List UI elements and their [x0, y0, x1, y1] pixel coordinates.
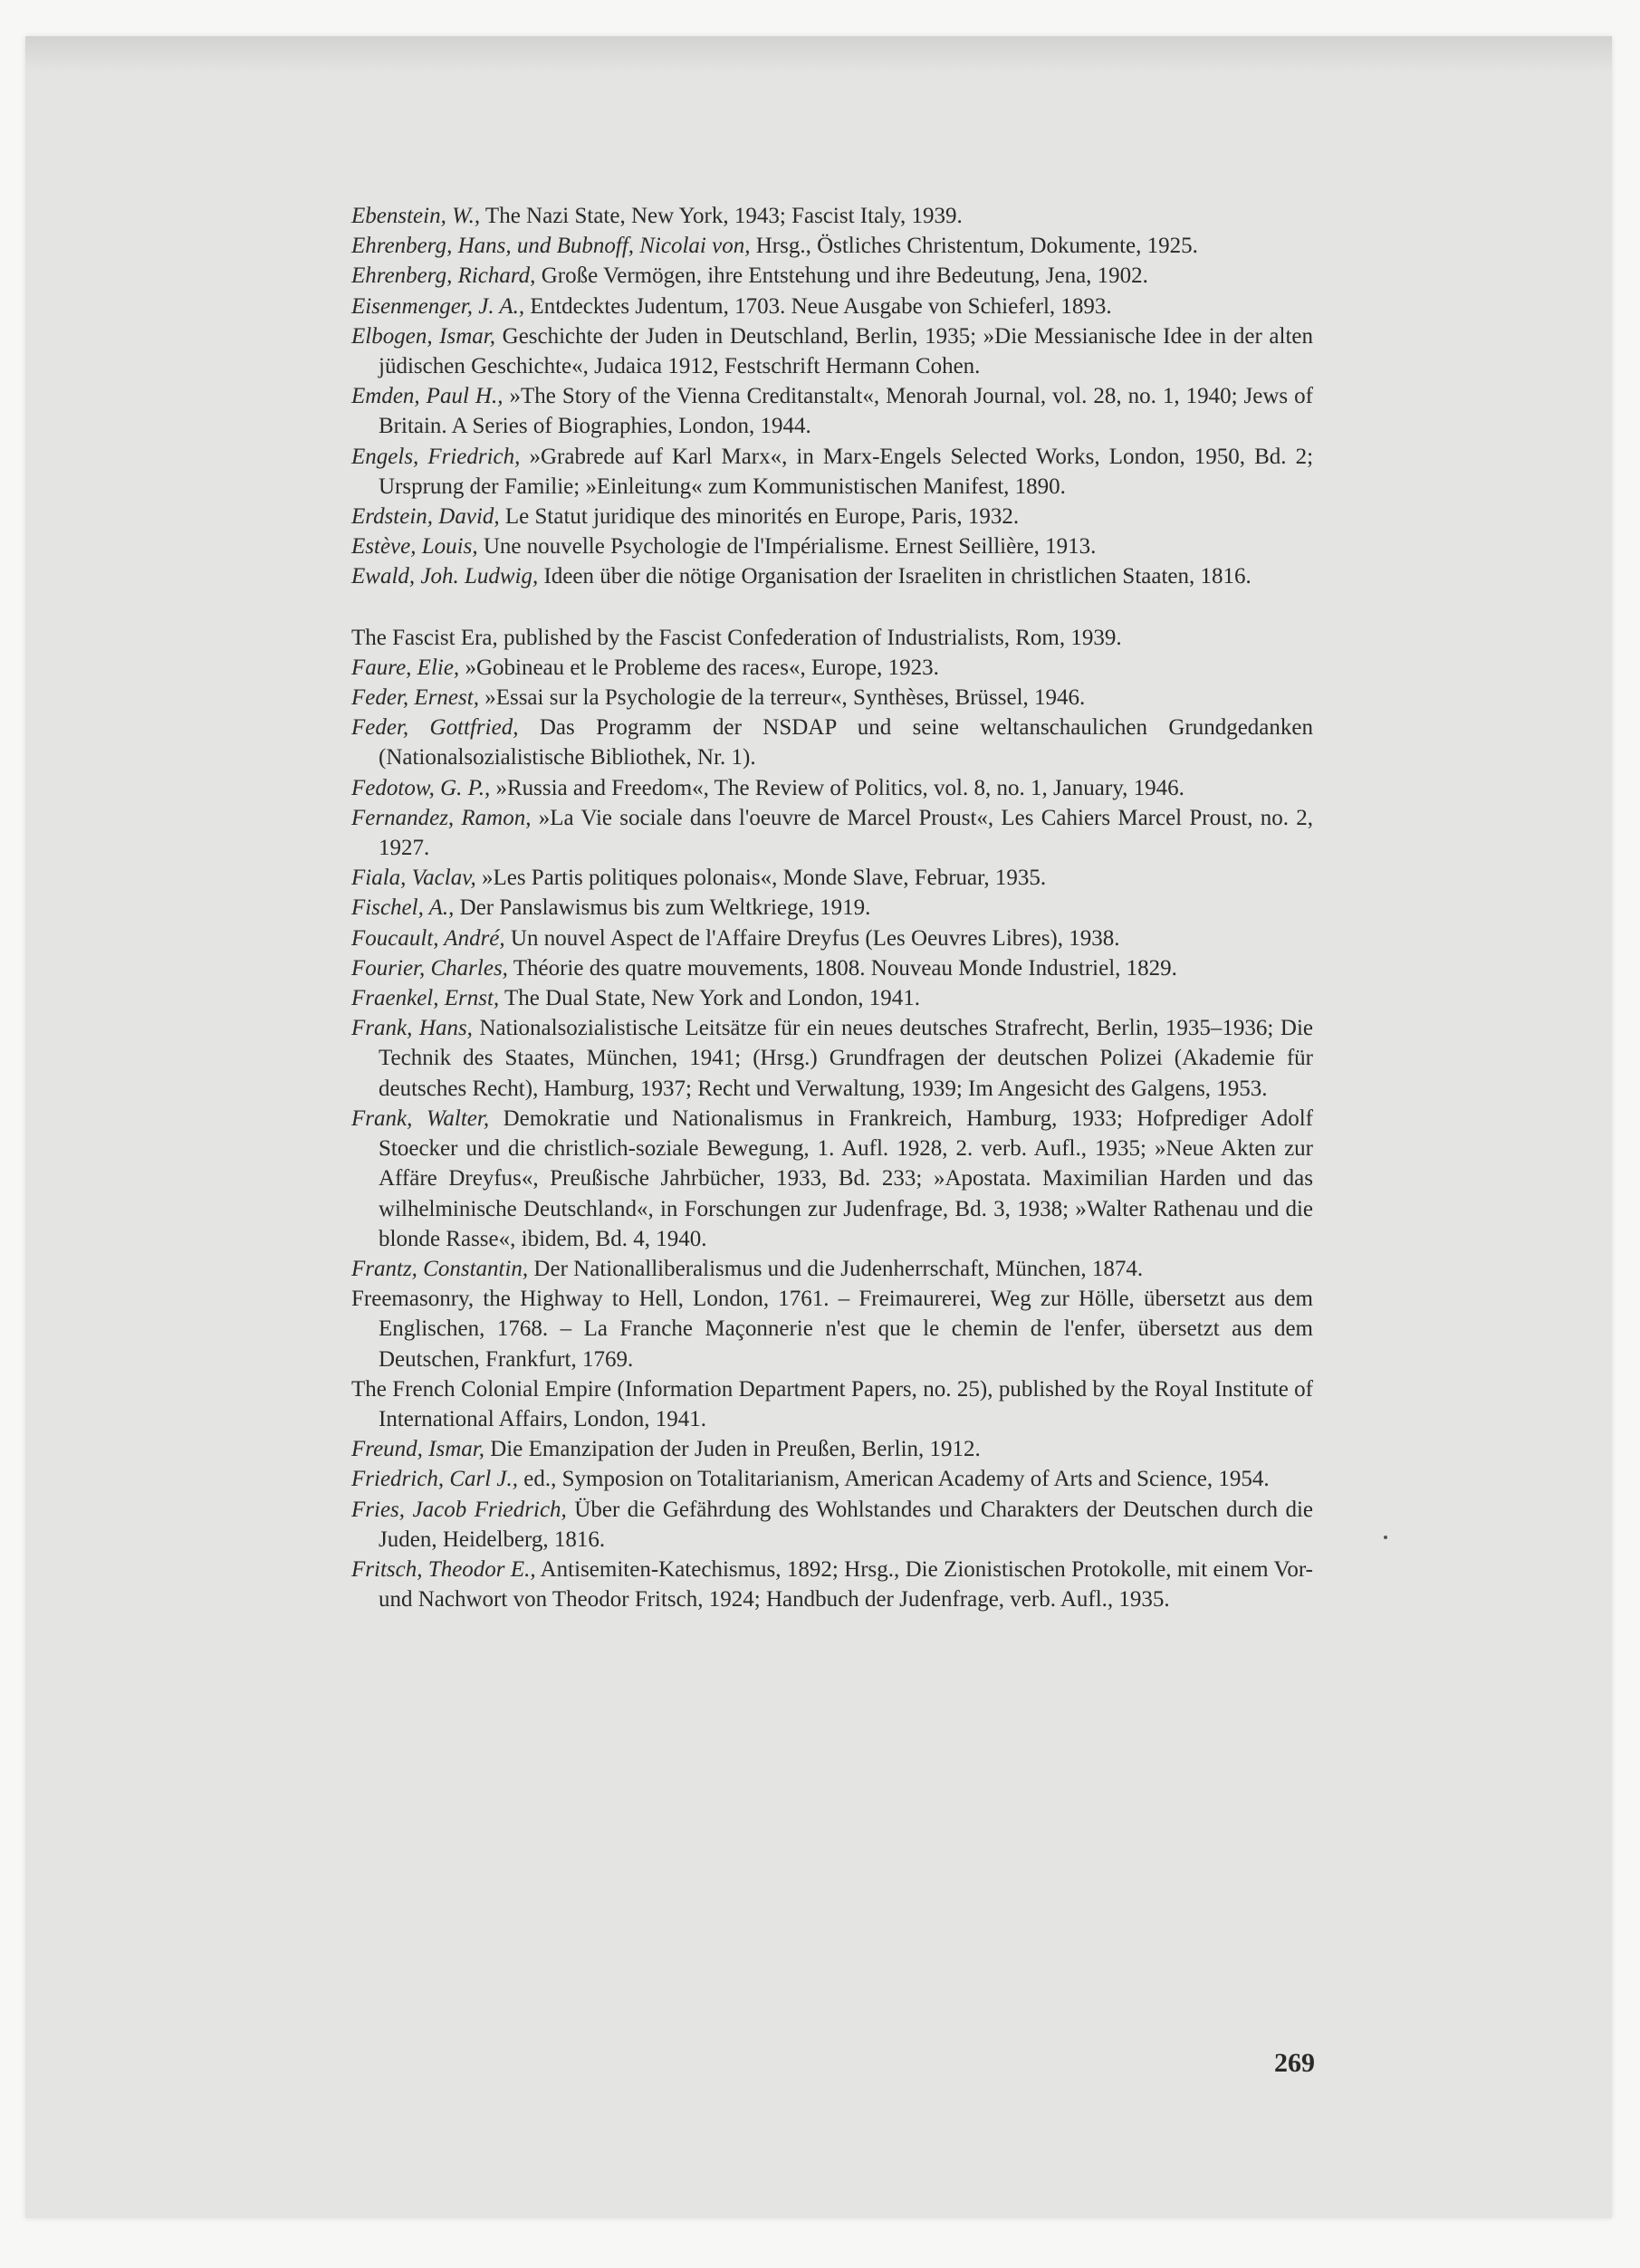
- bibliography-entry: [351, 201, 1313, 231]
- entry-author: Emden, Paul H.,: [351, 384, 504, 409]
- entry-author: Fritsch, Theodor E.,: [351, 1556, 536, 1582]
- entry-text: Ideen über die nötige Organisation der Israeliten in christlichen Staaten, 1816.: [538, 564, 1252, 589]
- entry-author: Frantz, Constantin,: [351, 1256, 529, 1281]
- entry-author: Foucault, André,: [351, 925, 505, 951]
- entry-text: »Essai sur la Psychologie de la terreur«, Synthèses, Brüssel, 1946.: [478, 685, 1086, 711]
- entry-author: Ehrenberg, Hans, und Bubnoff, Nicolai von,: [351, 234, 751, 259]
- entry-author: Fourier, Charles,: [351, 955, 508, 981]
- bibliography-entry: [351, 561, 1313, 591]
- entry-text: The Fascist Era, published by the Fascist Confederation of Industrialists, Rom, 1939.: [351, 625, 1122, 650]
- bibliography-entry: [351, 321, 1313, 381]
- bibliography-entry: [351, 1495, 1313, 1555]
- entry-author: Elbogen, Ismar,: [351, 323, 496, 349]
- bibliography-entry: [351, 381, 1313, 441]
- bibliography-entry: [351, 983, 1313, 1013]
- entry-text: »Grabrede auf Karl Marx«, in Marx-Engels Selected Works, London, 1950, Bd. 2; Ursprung der Familie; »Einleitung« zum Kommunistischen Manifest, 1890.: [379, 444, 1314, 499]
- entry-text: Der Panslawismus bis zum Weltkriege, 1919.: [454, 895, 871, 921]
- entry-text: Die Emanzipation der Juden in Preußen, Berlin, 1912.: [484, 1437, 981, 1462]
- entry-author: Eisenmenger, J. A.,: [351, 293, 525, 319]
- entry-author: Freund, Ismar,: [351, 1437, 484, 1462]
- entry-text: Entdecktes Judentum, 1703. Neue Ausgabe von Schieferl, 1893.: [524, 293, 1112, 319]
- bibliography-entry: [351, 773, 1313, 803]
- entry-text: Demokratie und Nationalismus in Frankreich, Hamburg, 1933; Hofprediger Adolf Stoecker und die christlich-soziale Bewegung, 1. Aufl. 1928, 2. verb. Aufl., 1935; »Neue Akten zur Affäre Dreyfus«, Preußische Jahrbücher, 1933, Bd. 233; »Apostata. Maximilian Harden und das wilhelminische Deutschland«, in Forschungen zur Judenfrage, Bd. 3, 1938; »Walter Rathenau und die blonde Rasse«, ibidem, Bd. 4, 1940.: [379, 1105, 1314, 1251]
- bibliography-entry: [351, 231, 1313, 261]
- bibliography-entry: [351, 623, 1313, 653]
- bibliography-entry: [351, 1464, 1313, 1494]
- bibliography-entry: [351, 893, 1313, 923]
- bibliography-group-e: [351, 201, 1313, 592]
- bibliography-entry: [351, 923, 1313, 953]
- bibliography-entry: [351, 1284, 1313, 1374]
- bibliography-entry: [351, 953, 1313, 983]
- entry-author: Faure, Elie,: [351, 655, 460, 680]
- entry-text: Le Statut juridique des minorités en Europe, Paris, 1932.: [499, 504, 1020, 530]
- entry-text: Über die Gefährdung des Wohlstandes und Charakters der Deutschen durch die Juden, Heidelberg, 1816.: [379, 1497, 1313, 1552]
- entry-text: The Nazi State, New York, 1943; Fascist Italy, 1939.: [480, 204, 963, 228]
- section-gap: [351, 592, 1313, 623]
- bibliography-entry: [351, 442, 1313, 502]
- entry-author: Fries, Jacob Friedrich,: [351, 1497, 567, 1522]
- entry-author: Frank, Hans,: [351, 1016, 473, 1041]
- bibliography-entry: [351, 1555, 1313, 1614]
- scan-speck: [1384, 1536, 1387, 1539]
- bibliography-entry: [351, 713, 1313, 772]
- bibliography-entry: [351, 803, 1313, 863]
- entry-author: Feder, Ernest,: [351, 685, 479, 711]
- entry-text: The French Colonial Empire (Information Department Papers, no. 25), published by the Royal Institute of International Affairs, London, 1941.: [351, 1376, 1313, 1431]
- entry-author: Fiala, Vaclav,: [351, 866, 476, 891]
- entry-author: Engels, Friedrich,: [351, 444, 521, 469]
- bibliography-entry: [351, 502, 1313, 531]
- entry-author: Fernandez, Ramon,: [351, 805, 532, 830]
- entry-text: Das Programm der NSDAP und seine weltanschaulichen Grundgedanken (Nationalsozialistische Bibliothek, Nr. 1).: [379, 715, 1313, 770]
- bibliography-entry: [351, 1104, 1313, 1254]
- bibliography-entry: [351, 1374, 1313, 1434]
- entry-text: Nationalsozialistische Leitsätze für ein neues deutsches Strafrecht, Berlin, 1935–1936; Die Technik des Staates, München, 1941; (Hrsg.) Grundfragen der deutschen Polizei (Akademie für deutsches Recht), Hamburg, 1937; Recht und Verwaltung, 1939; Im Angesicht des Galgens, 1953.: [379, 1016, 1313, 1101]
- entry-text: Freemasonry, the Highway to Hell, London, 1761. – Freimaurerei, Weg zur Hölle, übersetzt aus dem Englischen, 1768. – La Franche Maçonnerie n'est que le chemin de l'enfer, übersetzt aus dem Deutschen, Frankfurt, 1769.: [351, 1287, 1313, 1372]
- entry-text: ed., Symposion on Totalitarianism, American Academy of Arts and Science, 1954.: [518, 1467, 1270, 1492]
- entry-author: Ebenstein, W.,: [351, 204, 481, 228]
- bibliography-entry: [351, 292, 1313, 321]
- entry-text: »Gobineau et le Probleme des races«, Europe, 1923.: [459, 655, 939, 680]
- entry-author: Fedotow, G. P.,: [351, 775, 491, 800]
- entry-author: Feder, Gottfried,: [351, 715, 519, 741]
- entry-text: Un nouvel Aspect de l'Affaire Dreyfus (Les Oeuvres Libres), 1938.: [504, 925, 1120, 951]
- page-top-shadow: [25, 36, 1612, 72]
- entry-text: »Russia and Freedom«, The Review of Politics, vol. 8, no. 1, January, 1946.: [490, 775, 1184, 800]
- entry-author: Erdstein, David,: [351, 504, 500, 530]
- entry-text: Große Vermögen, ihre Entstehung und ihre Bedeutung, Jena, 1902.: [535, 263, 1148, 289]
- bibliography-entry: [351, 531, 1313, 561]
- entry-text: Hrsg., Östliches Christentum, Dokumente, 1925.: [750, 234, 1198, 259]
- entry-author: Friedrich, Carl J.,: [351, 1467, 519, 1492]
- bibliography-entry: [351, 1254, 1313, 1284]
- entry-text: Der Nationalliberalismus und die Judenherrschaft, München, 1874.: [528, 1256, 1144, 1281]
- entry-author: Frank, Walter,: [351, 1105, 490, 1131]
- entry-text: Une nouvelle Psychologie de l'Impérialisme. Ernest Seillière, 1913.: [477, 534, 1097, 560]
- entry-author: Fraenkel, Ernst,: [351, 986, 500, 1011]
- bibliography-entry: [351, 863, 1313, 893]
- page-number: 269: [1274, 2048, 1315, 2078]
- entry-text: Geschichte der Juden in Deutschland, Berlin, 1935; »Die Messianische Idee in der alten jüdischen Geschichte«, Judaica 1912, Festschrift Hermann Cohen.: [379, 323, 1314, 379]
- bibliography-entry: [351, 1434, 1313, 1464]
- entry-text: Théorie des quatre mouvements, 1808. Nouveau Monde Industriel, 1829.: [507, 955, 1177, 981]
- bibliography-entry: [351, 683, 1313, 713]
- entry-text: »The Story of the Vienna Creditanstalt«, Menorah Journal, vol. 28, no. 1, 1940; Jews of Britain. A Series of Biographies, London, 1944.: [379, 384, 1313, 439]
- bibliography-entry: [351, 653, 1313, 683]
- entry-author: Estève, Louis,: [351, 534, 478, 560]
- entry-text: »Les Partis politiques polonais«, Monde Slave, Februar, 1935.: [475, 866, 1047, 891]
- entry-author: Ewald, Joh. Ludwig,: [351, 564, 539, 589]
- entry-text: Antisemiten-Katechismus, 1892; Hrsg., Die Zionistischen Protokolle, mit einem Vor- und Nachwort von Theodor Fritsch, 1924; Handbuch der Judenfrage, verb. Aufl., 1935.: [379, 1556, 1313, 1612]
- entry-author: Ehrenberg, Richard,: [351, 263, 536, 289]
- entry-text: »La Vie sociale dans l'oeuvre de Marcel Proust«, Les Cahiers Marcel Proust, no. 2, 1927.: [379, 805, 1313, 861]
- entry-text: The Dual State, New York and London, 1941.: [499, 986, 920, 1011]
- entry-author: Fischel, A.,: [351, 895, 455, 921]
- bibliography-group-f: [351, 623, 1313, 1615]
- bibliography-entry: [351, 261, 1313, 291]
- bibliography-entry: [351, 1013, 1313, 1104]
- bibliography-list: [351, 201, 1313, 1614]
